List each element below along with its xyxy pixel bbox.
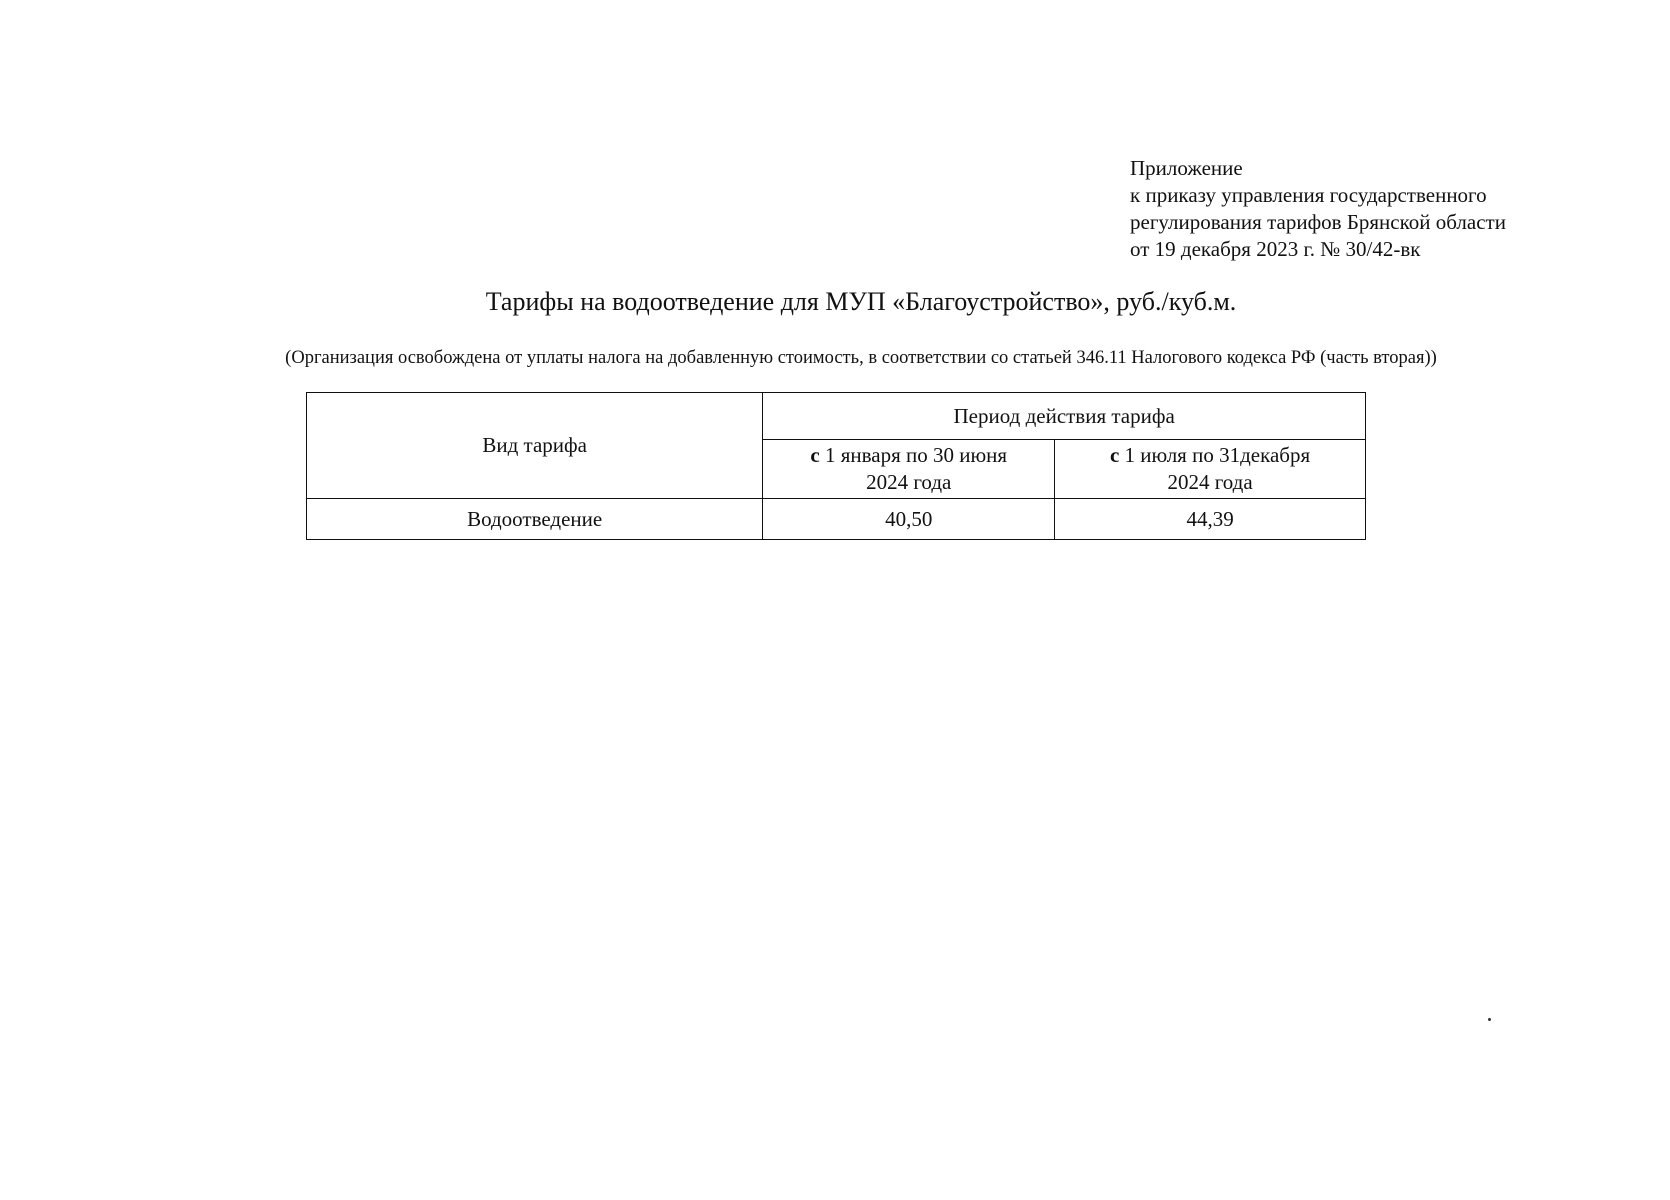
vat-exemption-note: (Организация освобождена от уплаты налога на добавленную стоимость, в соответствии со статьей 346.11 Налогового кодекса РФ (часть вторая))	[285, 348, 1437, 368]
period-1-line2: 2024 года	[866, 470, 952, 494]
period-2-line2: 2024 года	[1167, 470, 1253, 494]
appendix-line-3: регулирования тарифов Брянской области	[1130, 210, 1506, 234]
period-2-header	[1055, 440, 1366, 499]
tariff-value-period-2: 44,39	[1055, 499, 1366, 540]
period-1-header	[763, 440, 1055, 499]
appendix-line-4: от 19 декабря 2023 г. № 30/42-вк	[1130, 237, 1421, 261]
appendix-line-2: к приказу управления государственного	[1130, 183, 1487, 207]
table-row	[307, 499, 1366, 540]
appendix-block	[1130, 155, 1506, 263]
period-2-line1: 1 июля по 31декабря	[1124, 443, 1311, 467]
tariffs-table	[306, 392, 1366, 540]
period-2-prefix: с	[1109, 443, 1120, 467]
period-1-prefix: с	[810, 443, 820, 467]
period-header: Период действия тарифа	[763, 393, 1366, 440]
tariff-kind-cell: Водоотведение	[307, 499, 763, 540]
document-title: Тарифы на водоотведение для МУП «Благоустройство», руб./куб.м.	[485, 287, 1237, 316]
appendix-line-1: Приложение	[1130, 156, 1243, 180]
table-header-row	[307, 393, 1366, 440]
tariff-kind-header: Вид тарифа	[307, 393, 763, 499]
scan-speck	[1488, 1018, 1491, 1021]
tariff-value-period-1: 40,50	[763, 499, 1055, 540]
period-1-line1: 1 января по 30 июня	[824, 443, 1008, 467]
